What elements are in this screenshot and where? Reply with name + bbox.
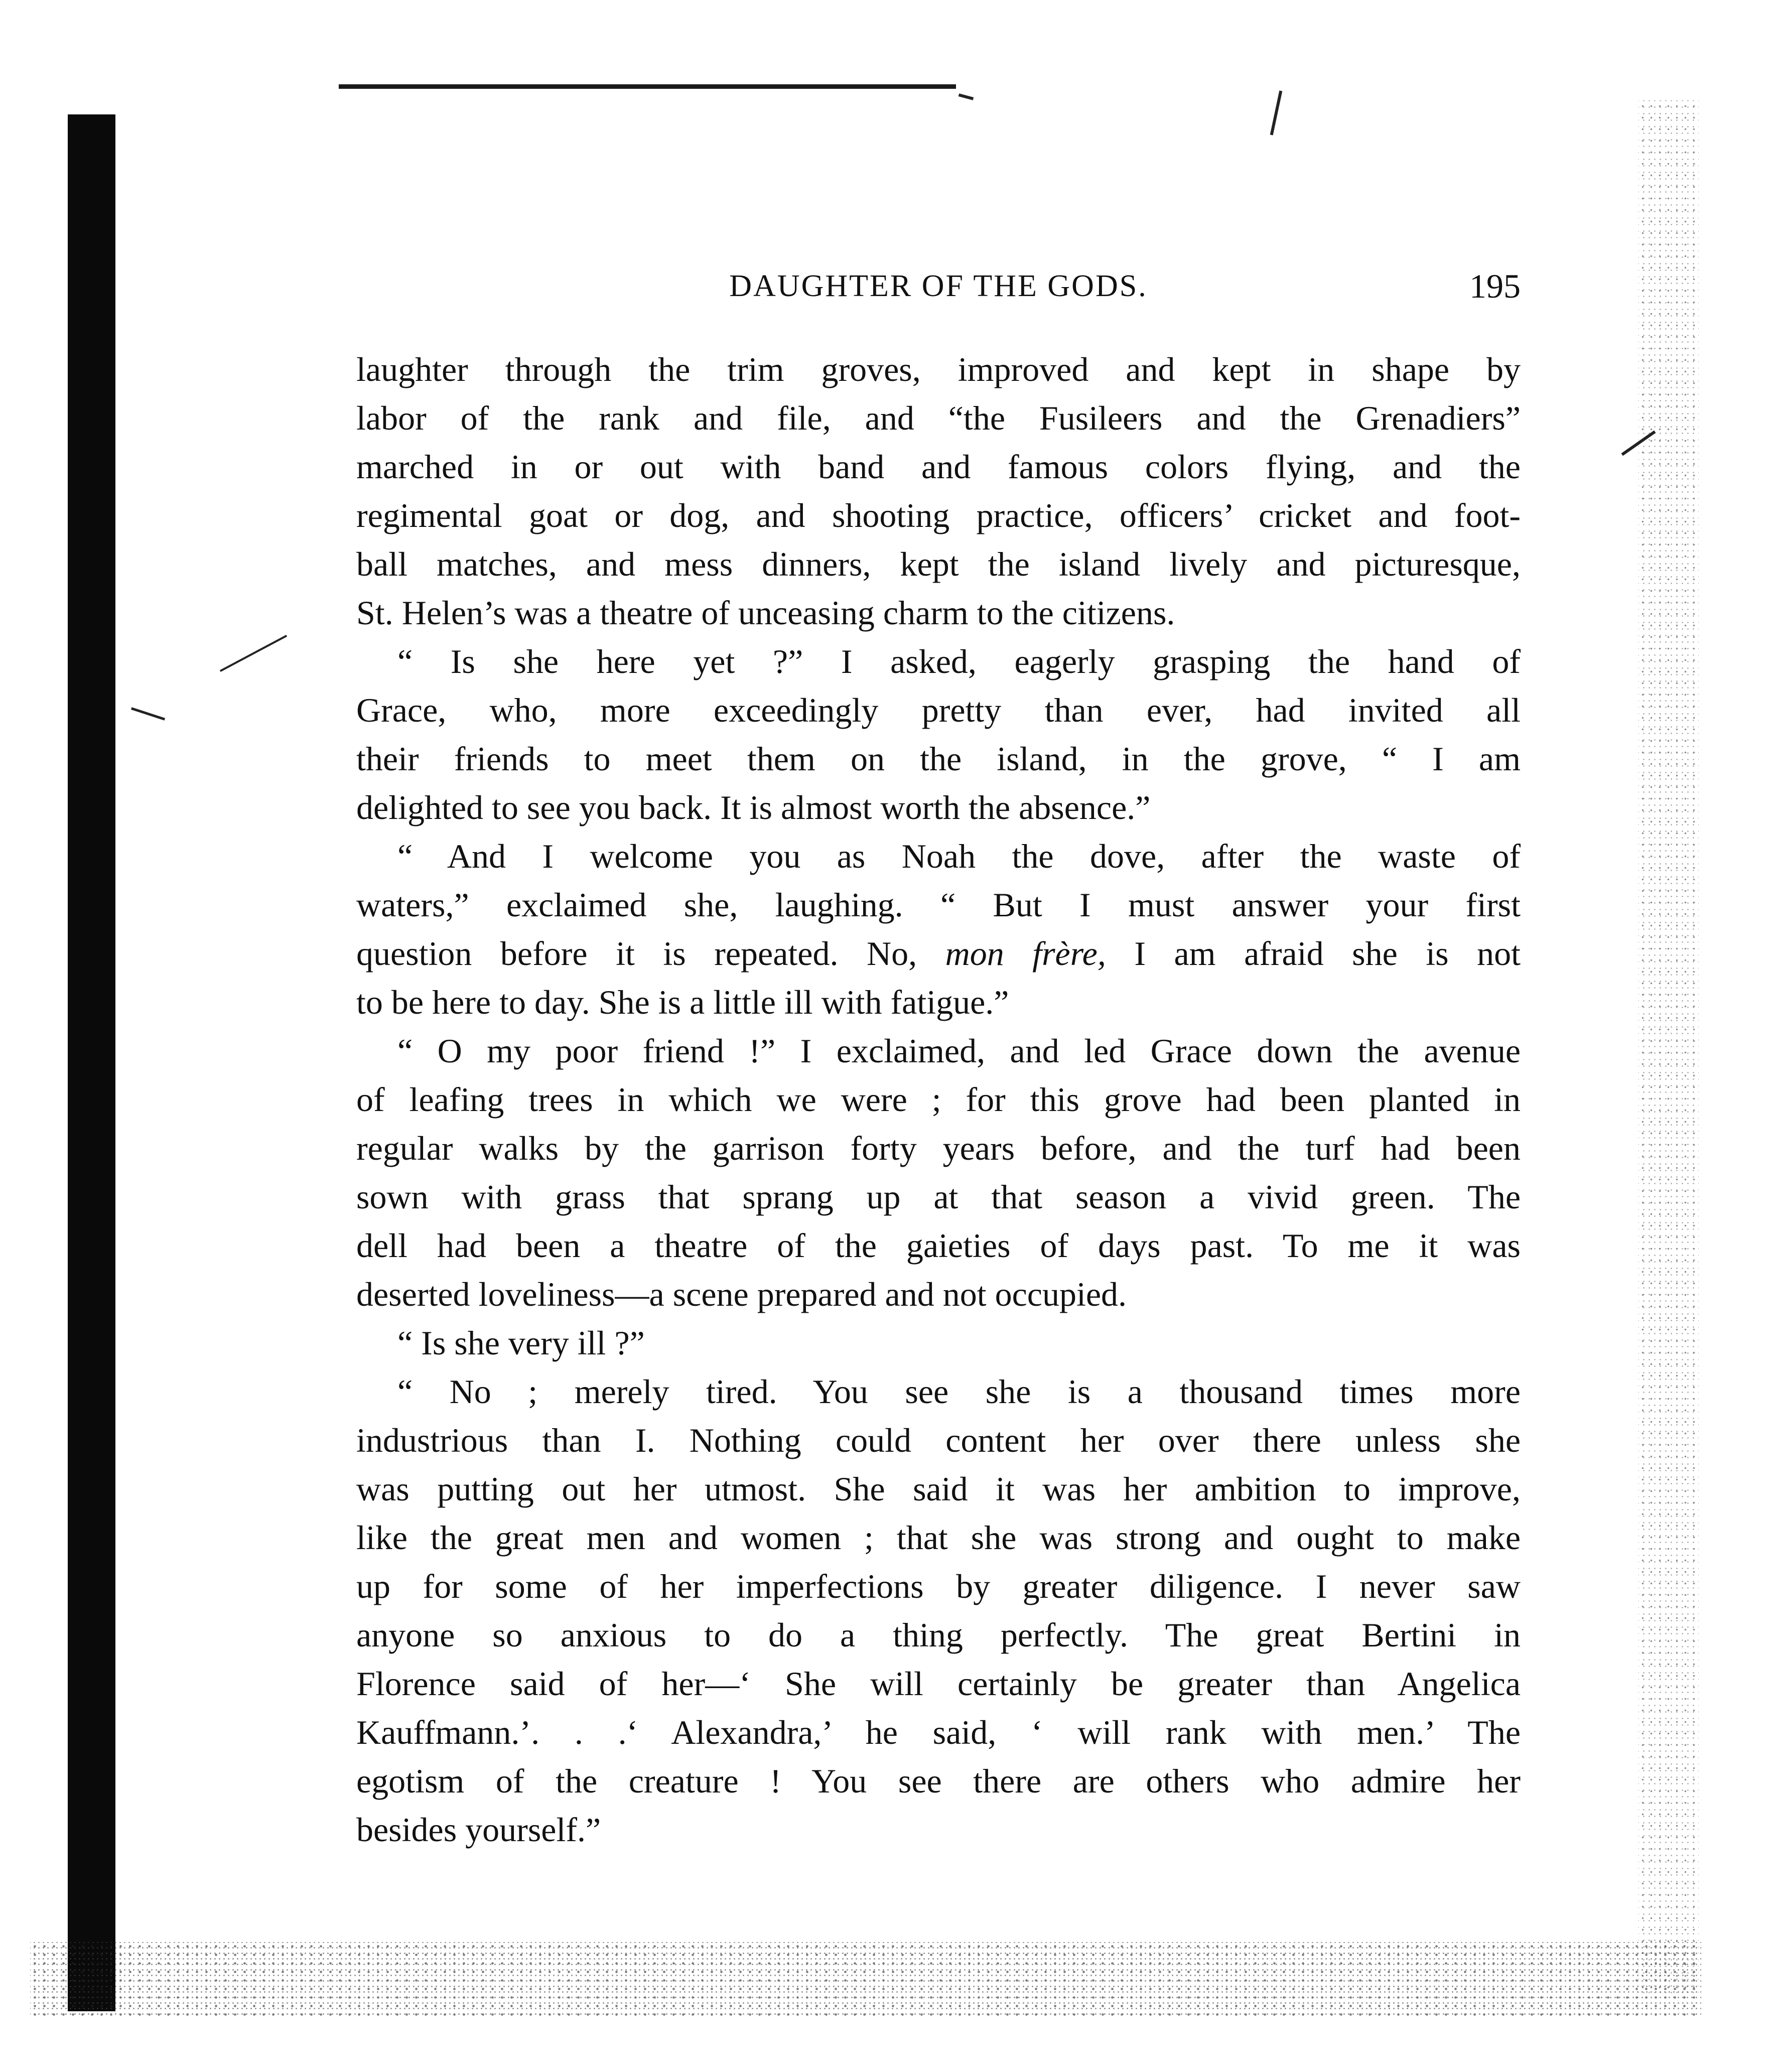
text-line: besides yourself.” bbox=[356, 1811, 601, 1849]
scan-noise-bottom bbox=[30, 1942, 1701, 2017]
text-line: labor of the rank and file, and “the Fusileers and the Grenadiers” bbox=[356, 399, 1521, 437]
text-line: industrious than I. Nothing could content her over there unless she bbox=[356, 1421, 1521, 1459]
body-text bbox=[356, 345, 1521, 1854]
text-line: Grace, who, more exceedingly pretty than ever, had invited all bbox=[356, 691, 1521, 729]
top-rule bbox=[339, 84, 956, 89]
scan-noise-right bbox=[1638, 100, 1699, 1997]
stray-mark bbox=[959, 93, 974, 100]
text-line: “ O my poor friend !” I exclaimed, and led Grace down the avenue bbox=[397, 1032, 1521, 1070]
stray-mark bbox=[131, 707, 165, 720]
text-line: was putting out her utmost. She said it was her ambition to improve, bbox=[356, 1470, 1521, 1508]
text-line: of leafing trees in which we were ; for this grove had been planted in bbox=[356, 1080, 1521, 1119]
text-line: their friends to meet them on the island, in the grove, “ I am bbox=[356, 740, 1521, 778]
text-line: “ Is she very ill ?” bbox=[397, 1324, 645, 1362]
text-line: dell had been a theatre of the gaieties of days past. To me it was bbox=[356, 1226, 1521, 1265]
text-segment: I am afraid she is not bbox=[1106, 934, 1521, 973]
page-number: 195 bbox=[1469, 267, 1521, 305]
text-line: up for some of her imperfections by greater diligence. I never saw bbox=[356, 1567, 1521, 1605]
text-line: “ No ; merely tired. You see she is a thousand times more bbox=[397, 1372, 1521, 1411]
text-line-mixed bbox=[356, 929, 1521, 978]
text-line: St. Helen’s was a theatre of unceasing charm to the citizens. bbox=[356, 594, 1175, 632]
text-line: “ And I welcome you as Noah the dove, after the waste of bbox=[397, 837, 1521, 875]
text-line: marched in or out with band and famous colors flying, and the bbox=[356, 448, 1521, 486]
running-title: DAUGHTER OF THE GODS. bbox=[729, 269, 1148, 303]
binding-edge bbox=[68, 114, 115, 2011]
text-line: laughter through the trim groves, improved and kept in shape by bbox=[356, 350, 1521, 388]
text-line: regular walks by the garrison forty years before, and the turf had been bbox=[356, 1129, 1521, 1167]
stray-mark bbox=[220, 635, 287, 672]
stray-mark bbox=[1270, 90, 1283, 135]
text-line: deserted loveliness—a scene prepared and not occupied. bbox=[356, 1275, 1127, 1313]
text-line: anyone so anxious to do a thing perfectly. The great Bertini in bbox=[356, 1616, 1521, 1654]
text-line: delighted to see you back. It is almost worth the absence.” bbox=[356, 788, 1151, 826]
text-segment: question before it is repeated. No, bbox=[356, 934, 945, 973]
running-header bbox=[356, 266, 1521, 306]
text-line: “ Is she here yet ?” I asked, eagerly grasping the hand of bbox=[397, 642, 1521, 680]
text-line: waters,” exclaimed she, laughing. “ But I must answer your first bbox=[356, 886, 1521, 924]
text-line: sown with grass that sprang up at that season a vivid green. The bbox=[356, 1178, 1521, 1216]
text-line: regimental goat or dog, and shooting practice, officers’ cricket and foot- bbox=[356, 496, 1521, 534]
text-line: to be here to day. She is a little ill with fatigue.” bbox=[356, 983, 1009, 1021]
text-line: egotism of the creature ! You see there are others who admire her bbox=[356, 1762, 1521, 1800]
text-line: ball matches, and mess dinners, kept the island lively and picturesque, bbox=[356, 545, 1521, 583]
text-line: like the great men and women ; that she was strong and ought to make bbox=[356, 1518, 1521, 1557]
text-line: Florence said of her—‘ She will certainly be greater than Angelica bbox=[356, 1665, 1521, 1703]
italic-phrase: mon frère, bbox=[945, 934, 1106, 973]
text-line: Kauffmann.’. . .‘ Alexandra,’ he said, ‘ will rank with men.’ The bbox=[356, 1713, 1521, 1751]
